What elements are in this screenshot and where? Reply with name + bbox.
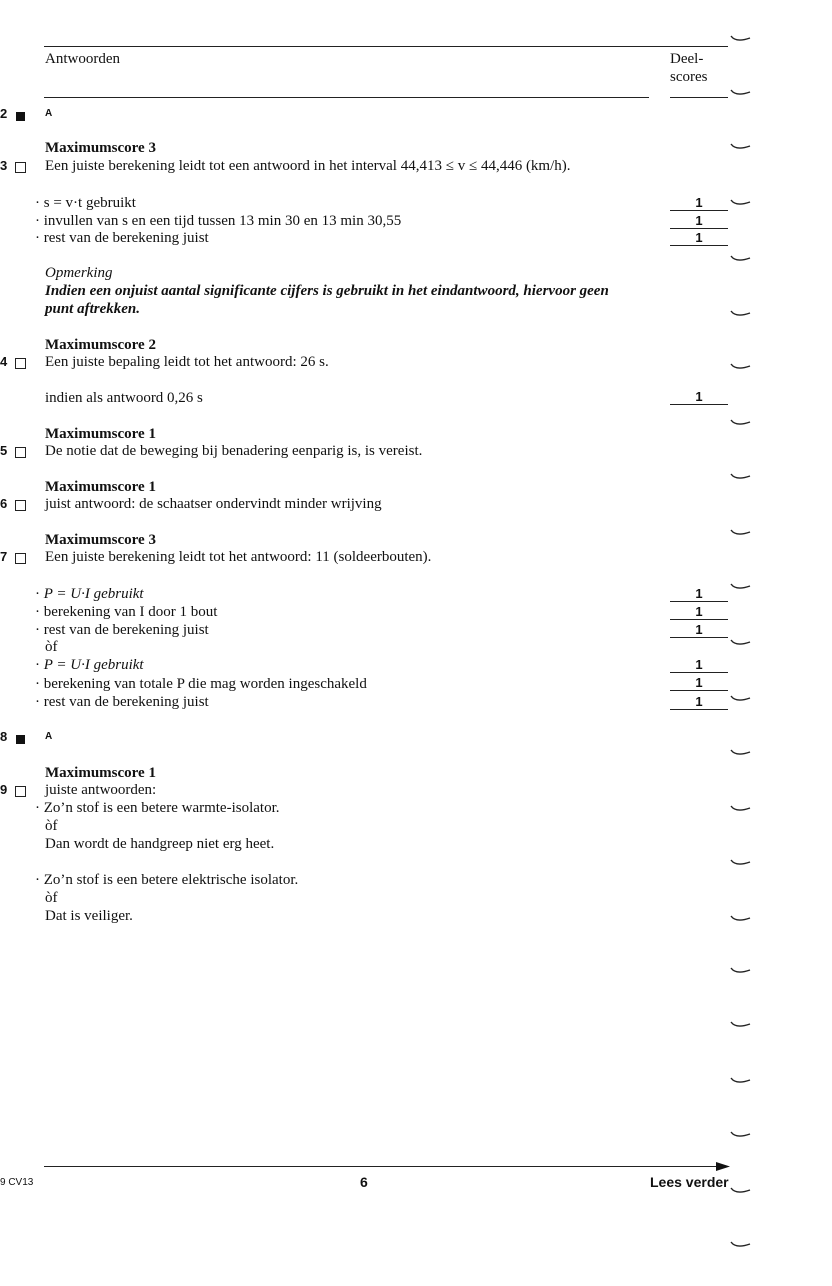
- alternative-marker: òf: [45, 890, 58, 906]
- checkmark-icon: [730, 858, 752, 868]
- checkmark-icon: [730, 472, 752, 482]
- checkmark-icon: [730, 804, 752, 814]
- checkmark-icon: [730, 418, 752, 428]
- scoring-item: · rest van de berekening juist: [35, 694, 209, 710]
- checkbox-icon: [15, 498, 26, 516]
- question-number: 9: [0, 782, 8, 797]
- arrow-right-icon: [716, 1161, 730, 1172]
- maxscore-label: Maximumscore 1: [45, 765, 156, 781]
- header-top-rule: [44, 46, 728, 47]
- footer-rule: [44, 1166, 720, 1167]
- remark-title: Opmerking: [45, 265, 113, 281]
- checkmark-icon: [730, 966, 752, 976]
- checkbox-icon: [15, 784, 26, 802]
- checkmark-icon: [730, 914, 752, 924]
- partial-score: 1: [670, 195, 728, 211]
- checkmark-icon: [730, 1186, 752, 1196]
- section-number: 2: [0, 106, 8, 121]
- partial-score: 1: [670, 604, 728, 620]
- answer-item: Dan wordt de handgreep niet erg heet.: [45, 836, 275, 852]
- answer-item: Dat is veiliger.: [45, 908, 133, 924]
- question-number: 4: [0, 354, 8, 369]
- checkmark-icon: [730, 694, 752, 704]
- checkmark-icon: [730, 638, 752, 648]
- checkmark-icon: [730, 582, 752, 592]
- footer-page-number: 6: [360, 1174, 368, 1190]
- question-statement: De notie dat de beweging bij benadering eenparig is, is vereist.: [45, 443, 423, 459]
- question-statement: Een juiste berekening leidt tot een antwoord in het interval 44,413 ≤ v ≤ 44,446 (km/h).: [45, 158, 571, 174]
- checkbox-icon: [15, 356, 26, 374]
- checkmark-icon: [730, 198, 752, 208]
- checkmark-icon: [730, 528, 752, 538]
- maxscore-label: Maximumscore 1: [45, 426, 156, 442]
- section-label: A: [45, 731, 53, 742]
- scoring-note: indien als antwoord 0,26 s: [45, 390, 203, 406]
- partial-score: 1: [670, 675, 728, 691]
- answer-item: · Zo’n stof is een betere warmte-isolator.: [35, 800, 280, 816]
- scoring-item: · P = U·I gebruikt: [35, 586, 144, 602]
- checkbox-icon: [15, 551, 26, 569]
- maxscore-label: Maximumscore 1: [45, 479, 156, 495]
- partial-score: 1: [670, 622, 728, 638]
- partial-score: 1: [670, 389, 728, 405]
- partial-score: 1: [670, 657, 728, 673]
- checkmark-icon: [730, 254, 752, 264]
- checkmark-icon: [730, 1130, 752, 1140]
- checkmark-icon: [730, 1240, 752, 1250]
- partial-score: 1: [670, 213, 728, 229]
- scoring-item: · berekening van totale P die mag worden ingeschakeld: [35, 676, 367, 692]
- section-label: A: [45, 108, 53, 119]
- alternative-marker: òf: [45, 639, 58, 655]
- partial-score: 1: [670, 230, 728, 246]
- scoring-item: · s = v·t gebruikt: [35, 195, 136, 211]
- footer-exam-code: 9 CV13: [0, 1177, 34, 1188]
- partial-score: 1: [670, 694, 728, 710]
- question-number: 6: [0, 496, 8, 511]
- question-number: 3: [0, 158, 8, 173]
- section-number: 8: [0, 729, 8, 744]
- header-title: Antwoorden: [45, 51, 120, 67]
- section-filled-box-icon: [16, 731, 25, 749]
- checkmark-icon: [730, 142, 752, 152]
- checkmark-icon: [730, 748, 752, 758]
- answer-item: · Zo’n stof is een betere elektrische isolator.: [35, 872, 299, 888]
- checkmark-icon: [730, 88, 752, 98]
- header-bottom-rule: [44, 97, 649, 98]
- scoring-item: · invullen van s en een tijd tussen 13 min 30 en 13 min 30,55: [35, 213, 402, 229]
- checkmark-icon: [730, 362, 752, 372]
- checkbox-icon: [15, 445, 26, 463]
- section-filled-box-icon: [16, 108, 25, 126]
- checkmark-icon: [730, 1020, 752, 1030]
- checkmark-icon: [730, 1076, 752, 1086]
- header-score-rule: [670, 97, 728, 98]
- maxscore-label: Maximumscore 2: [45, 337, 156, 353]
- scoring-item: · berekening van I door 1 bout: [35, 604, 218, 620]
- scoring-item: · P = U·I gebruikt: [35, 657, 144, 673]
- scoring-item: · rest van de berekening juist: [35, 230, 209, 246]
- scoring-item: · rest van de berekening juist: [35, 622, 209, 638]
- question-statement: juist antwoord: de schaatser ondervindt minder wrijving: [45, 496, 382, 512]
- partial-score: 1: [670, 586, 728, 602]
- question-number: 5: [0, 443, 8, 458]
- question-statement: Een juiste bepaling leidt tot het antwoord: 26 s.: [45, 354, 329, 370]
- remark-text: Indien een onjuist aantal significante cijfers is gebruikt in het eindantwoord, hiervoor geen: [45, 283, 609, 299]
- checkbox-icon: [15, 160, 26, 178]
- maxscore-label: Maximumscore 3: [45, 140, 156, 156]
- alternative-marker: òf: [45, 818, 58, 834]
- header-score-column-line2: scores: [670, 69, 708, 85]
- question-statement: Een juiste berekening leidt tot het antwoord: 11 (soldeerbouten).: [45, 549, 432, 565]
- maxscore-label: Maximumscore 3: [45, 532, 156, 548]
- checkmark-icon: [730, 309, 752, 319]
- question-number: 7: [0, 549, 8, 564]
- remark-text: punt aftrekken.: [45, 301, 141, 317]
- header-score-column-line1: Deel-: [670, 51, 704, 67]
- question-statement: juiste antwoorden:: [45, 782, 157, 798]
- checkmark-icon: [730, 34, 752, 44]
- footer-continue-label: Lees verder: [650, 1174, 729, 1190]
